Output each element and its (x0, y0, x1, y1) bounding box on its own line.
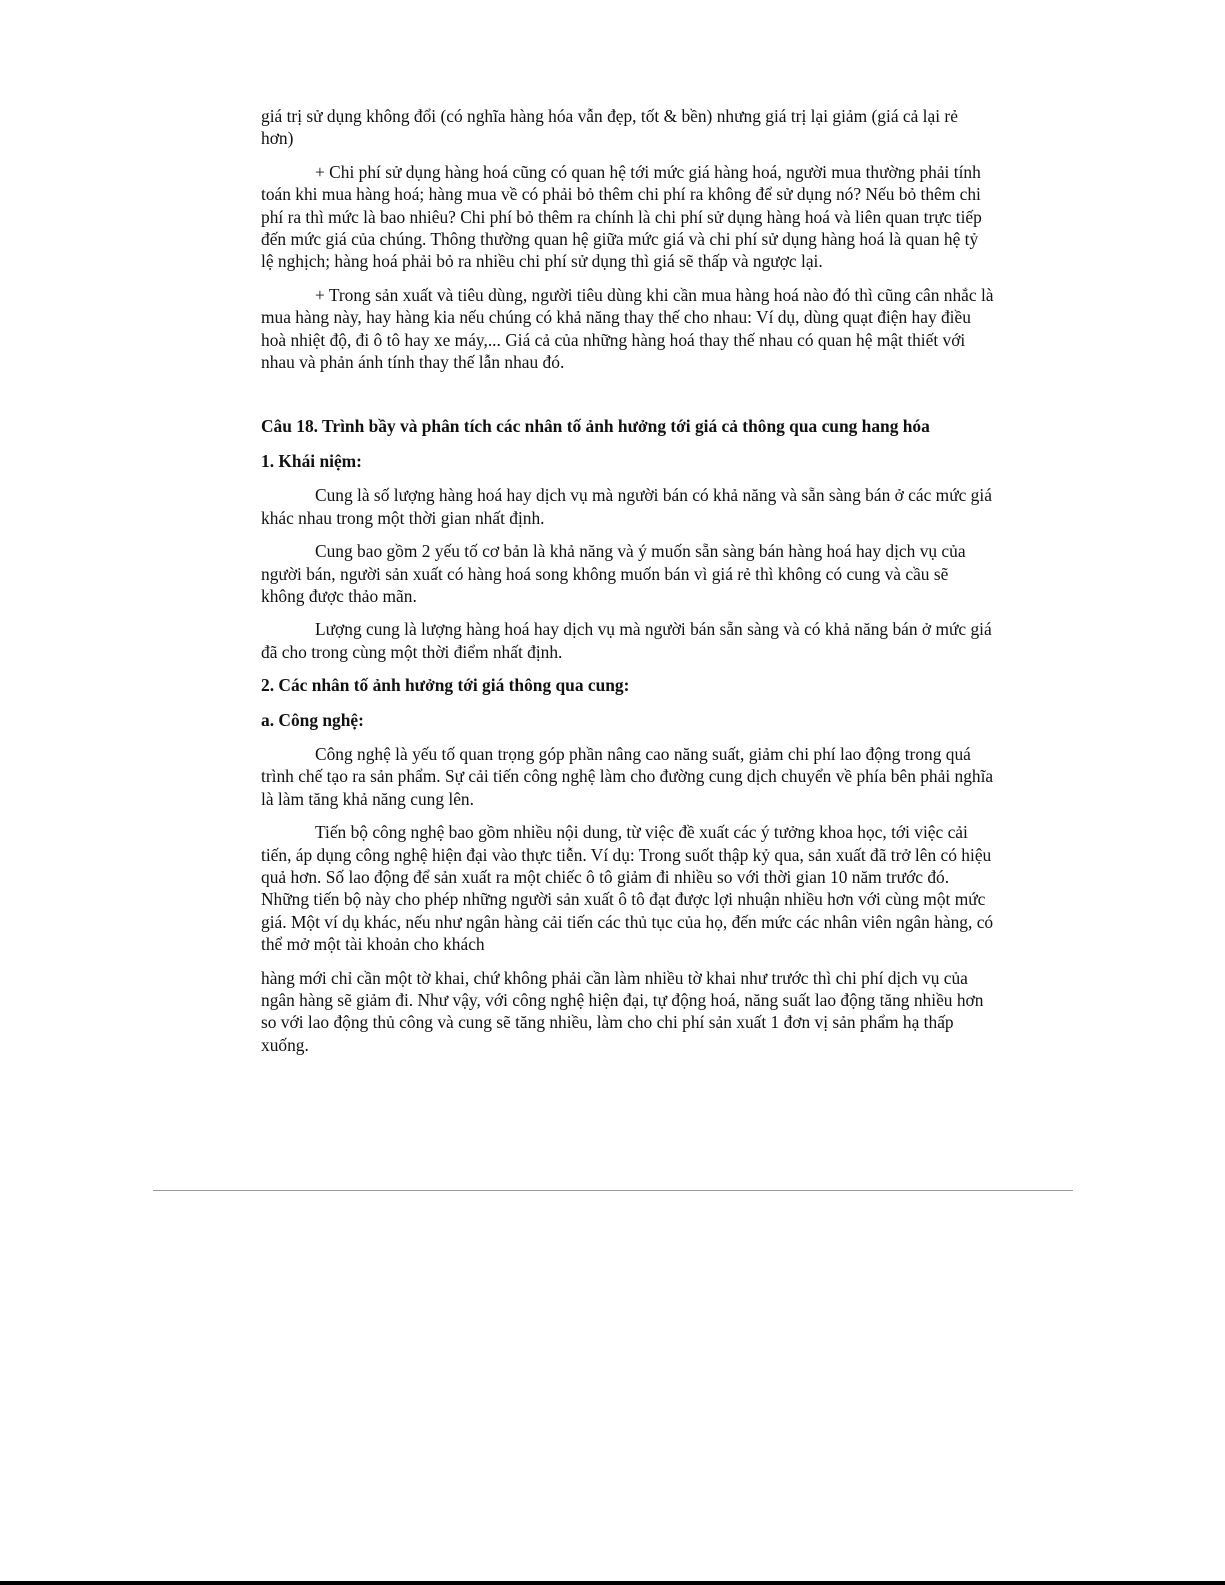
paragraph-usage-cost: + Chi phí sử dụng hàng hoá cũng có quan hệ tới mức giá hàng hoá, người mua thường phải tính toán khi mua hàng hoá; hàng mua về có phải bỏ thêm chi phí ra không để sử dụng nó? Nếu bỏ thêm chi phí ra thì mức là bao nhiêu? Chi phí bỏ thêm ra chính là chi phí sử dụng hàng hoá và liên quan trực tiếp đến mức giá của chúng. Thông thường quan hệ giữa mức giá và chi phí sử dụng hàng hoá là quan hệ tỷ lệ nghịch; hàng hoá phải bỏ ra nhiều chi phí sử dụng thì giá sẽ thấp và ngược lại. (261, 161, 982, 272)
paragraph-tech-progress: Tiến bộ công nghệ bao gồm nhiều nội dung, từ việc đề xuất các ý tưởng khoa học, tới việc cải tiến, áp dụng công nghệ hiện đại vào thực tiễn. Ví dụ: Trong suốt thập kỷ qua, sản xuất đã trở lên có hiệu quả hơn. Số lao động để sản xuất ra một chiếc ô tô giảm đi nhiều so với thời gian 10 năm trước đó. Những tiến bộ này cho phép những người sản xuất ô tô đạt được lợi nhuận nhiều hơn với cùng một mức giá. Một ví dụ khác, nếu như ngân hàng cải tiến các thủ tục của họ, đến mức các nhân viên ngân hàng, có thể mở một tài khoản cho khách (261, 822, 994, 955)
paragraph-substitutes: + Trong sản xuất và tiêu dùng, người tiêu dùng khi cần mua hàng hoá nào đó thì cũng cân nhắc là mua hàng này, hay hàng kia nếu chúng có khả năng thay thế cho nhau: Ví dụ, dùng quạt điện hay điều hoà nhiệt độ, đi ô tô hay xe máy,... Giá cả của những hàng hoá thay thế nhau có quan hệ mật thiết với nhau và phản ánh tính thay thế lẫn nhau đó. (261, 284, 994, 373)
paragraph-quantity-supplied: Lượng cung là lượng hàng hoá hay dịch vụ mà người bán sẵn sàng và có khả năng bán ở mức giá đã cho trong cùng một thời điểm nhất định. (261, 619, 992, 662)
paragraph-tech-conclusion: hàng mới chỉ cần một tờ khai, chứ không phải cần làm nhiều tờ khai như trước thì chi phí dịch vụ của ngân hàng sẽ giảm đi. Như vậy, với công nghệ hiện đại, tự động hoá, năng suất lao động tăng nhiều hơn so với lao động thủ công và cung sẽ tăng nhiều, làm cho chi phí sản xuất 1 đơn vị sản phẩm hạ thấp xuống. (261, 967, 984, 1055)
paragraph-supply-factors: Cung bao gồm 2 yếu tố cơ bản là khả năng và ý muốn sẵn sàng bán hàng hoá hay dịch vụ của người bán, người sản xuất có hàng hoá song không muốn bán vì giá rẻ thì không có cung và cầu sẽ không được thảo mãn. (261, 541, 966, 606)
section-2-heading: 2. Các nhân tố ảnh hưởng tới giá thông qua cung: (261, 675, 630, 696)
section-1-heading: 1. Khái niệm: (261, 450, 362, 471)
page-footer-divider (153, 1190, 1073, 1191)
subsection-a-heading: a. Công nghệ: (261, 709, 364, 730)
page-bottom-edge (0, 1581, 1225, 1585)
paragraph-technology: Công nghệ là yếu tố quan trọng góp phần nâng cao năng suất, giảm chi phí lao động trong quá trình chế tạo ra sản phẩm. Sự cải tiến công nghệ làm cho đường cung dịch chuyển về phía bên phải nghĩa là làm tăng khả năng cung lên. (261, 743, 994, 809)
paragraph-continuation: giá trị sử dụng không đổi (có nghĩa hàng hóa vẫn đẹp, tốt & bền) nhưng giá trị lại giảm (giá cả lại rẻ hơn) (261, 106, 958, 149)
question-heading: Câu 18. Trình bầy và phân tích các nhân tố ảnh hưởng tới giá cả thông qua cung hang hóa (261, 416, 930, 437)
paragraph-supply-definition: Cung là số lượng hàng hoá hay dịch vụ mà người bán có khả năng và sẵn sàng bán ở các mức giá khác nhau trong một thời gian nhất định. (261, 485, 992, 528)
document-body (261, 105, 994, 1067)
